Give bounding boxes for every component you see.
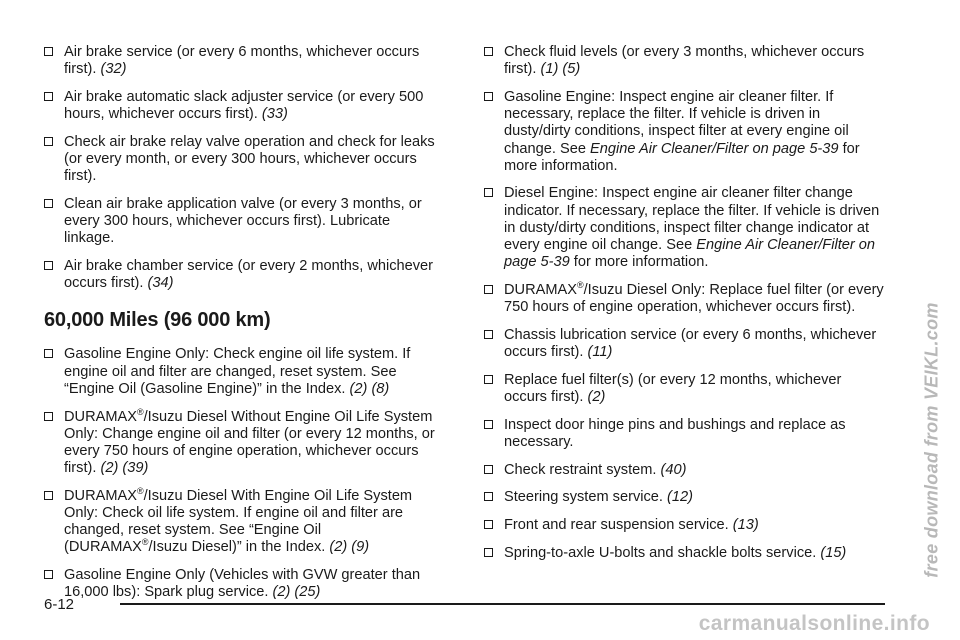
item-text-cont: /Isuzu Diesel Without Engine Oil Life System Only: Change engine oil and filter (or every 12 months, or every 750 hours of engine operation, whichever occurs first).	[64, 408, 435, 477]
checklist-item	[484, 185, 884, 271]
item-text-cont: /Isuzu Diesel)” in the Index.	[148, 539, 330, 556]
item-text: Gasoline Engine Only (Vehicles with GVW greater than 16,000 lbs): Spark plug service.	[64, 567, 421, 601]
checklist-item	[484, 372, 884, 406]
side-watermark	[908, 280, 956, 600]
item-ref: (12)	[667, 489, 693, 506]
checklist-item	[484, 327, 884, 361]
checklist-item	[484, 545, 884, 562]
checklist-item	[484, 462, 884, 479]
side-watermark-text: free download from VEIKL.com	[921, 302, 942, 578]
checklist-item	[484, 417, 884, 451]
checkbox-icon[interactable]	[484, 420, 493, 429]
item-ref: (2) (39)	[100, 460, 149, 477]
checkbox-icon[interactable]	[484, 492, 493, 501]
item-text-cont: for more information.	[569, 254, 709, 271]
item-ref: (11)	[587, 344, 613, 361]
item-text: Air brake chamber service (or every 2 months, whichever occurs first).	[64, 258, 434, 292]
item-ref: (40)	[660, 461, 687, 478]
left-column	[44, 44, 444, 612]
item-text-cont: /Isuzu Diesel With Engine Oil Life System Only: Check oil life system. If engine oil and filter are changed, reset system. See “Engine Oil (DURAMAX	[64, 487, 413, 556]
item-text: Clean air brake application valve (or every 3 months, or every 300 hours, whichever occurs first). Lubricate linkage.	[64, 195, 422, 247]
checklist-item	[44, 89, 444, 123]
item-text: Chassis lubrication service (or every 6 months, whichever occurs first).	[504, 326, 877, 361]
registered-mark: ®	[576, 279, 584, 290]
checklist-item	[44, 346, 444, 398]
item-ref: (2) (8)	[349, 380, 390, 397]
checklist-item	[44, 258, 444, 292]
checklist-item	[484, 279, 884, 316]
checkbox-icon[interactable]	[44, 491, 53, 500]
checkbox-icon[interactable]	[484, 330, 493, 339]
item-text: Air brake automatic slack adjuster service (or every 500 hours, whichever occurs first).	[64, 88, 424, 123]
item-text: DURAMAX	[504, 281, 577, 298]
checkbox-icon[interactable]	[44, 570, 53, 579]
registered-mark: ®	[141, 537, 149, 548]
item-text: Spring-to-axle U-bolts and shackle bolts service.	[504, 544, 821, 561]
registered-mark: ®	[136, 485, 144, 496]
checkbox-icon[interactable]	[44, 47, 53, 56]
checklist-item	[44, 485, 444, 557]
item-text: Check fluid levels (or every 3 months, whichever occurs first).	[504, 44, 865, 78]
bottom-watermark: carmanualsonline.info	[698, 612, 930, 635]
item-text: Steering system service.	[504, 489, 668, 506]
checkbox-icon[interactable]	[484, 520, 493, 529]
item-text: DURAMAX	[64, 487, 137, 504]
registered-mark: ®	[136, 406, 144, 417]
checkbox-icon[interactable]	[484, 188, 493, 197]
section-heading: 60,000 Miles (96 000 km)	[44, 309, 271, 332]
checkbox-icon[interactable]	[484, 285, 493, 294]
checklist-item	[44, 567, 444, 601]
checkbox-icon[interactable]	[484, 375, 493, 384]
item-ref: (34)	[147, 275, 174, 292]
item-text: Diesel Engine: Inspect engine air cleaner filter change indicator. If necessary, replace the filter. If vehicle is driven in dusty/dirty conditions, inspect filter change indicator at every engine oil change. See	[504, 185, 880, 254]
item-ref: (2) (25)	[272, 584, 321, 601]
item-text: Check restraint system.	[504, 461, 661, 478]
item-text: DURAMAX	[64, 408, 137, 425]
checkbox-icon[interactable]	[44, 349, 53, 358]
checkbox-icon[interactable]	[44, 199, 53, 208]
footer-divider	[120, 603, 885, 605]
checkbox-icon[interactable]	[44, 137, 53, 146]
checklist-group-a	[44, 44, 444, 292]
checklist-item	[44, 406, 444, 478]
item-text: Air brake service (or every 6 months, whichever occurs first).	[64, 44, 420, 78]
item-text: Front and rear suspension service.	[504, 516, 733, 533]
item-text: Gasoline Engine: Inspect engine air cleaner filter. If necessary, replace the filter. If vehicle is driven in dusty/dirty conditions, inspect filter at every engine oil change. See	[504, 88, 849, 157]
checkbox-icon[interactable]	[44, 92, 53, 101]
item-text: Check air brake relay valve operation and check for leaks (or every month, or every 300 hours, whichever occurs first).	[64, 133, 435, 185]
checkbox-icon[interactable]	[484, 465, 493, 474]
item-text: Gasoline Engine Only: Check engine oil life system. If engine oil and filter are changed, reset system. See “Engine Oil (Gasoline Engine)” in the Index.	[64, 346, 411, 397]
cross-reference-link[interactable]: Engine Air Cleaner/Filter on page 5-39	[504, 237, 876, 271]
item-ref: (15)	[820, 544, 847, 561]
right-column	[484, 44, 884, 572]
checkbox-icon[interactable]	[44, 261, 53, 270]
item-text: Replace fuel filter(s) (or every 12 months, whichever occurs first).	[504, 371, 842, 405]
item-text: Inspect door hinge pins and bushings and replace as necessary.	[504, 416, 846, 450]
checklist-item	[484, 44, 884, 78]
item-ref: (2)	[587, 388, 606, 405]
item-ref: (1) (5)	[540, 61, 581, 78]
checklist-item	[484, 489, 884, 506]
item-ref: (2) (9)	[329, 539, 370, 556]
cross-reference-link[interactable]: Engine Air Cleaner/Filter on page 5-39	[590, 140, 839, 157]
checkbox-icon[interactable]	[484, 92, 493, 101]
checklist-item	[484, 89, 884, 175]
checkbox-icon[interactable]	[484, 47, 493, 56]
checkbox-icon[interactable]	[44, 412, 53, 421]
checklist-item	[44, 196, 444, 248]
checklist-item	[44, 44, 444, 78]
item-text-cont: /Isuzu Diesel Only: Replace fuel filter (or every 750 hours of engine operation, whichever occurs first).	[504, 281, 884, 316]
item-text-cont: for more information.	[504, 140, 860, 174]
page-number: 6-12	[44, 596, 75, 613]
checkbox-icon[interactable]	[484, 548, 493, 557]
item-ref: (33)	[261, 106, 288, 123]
item-ref: (13)	[732, 516, 759, 533]
checklist-item	[44, 134, 444, 186]
item-ref: (32)	[100, 61, 127, 78]
checklist-item	[484, 517, 884, 534]
checklist-group-b	[44, 346, 444, 601]
